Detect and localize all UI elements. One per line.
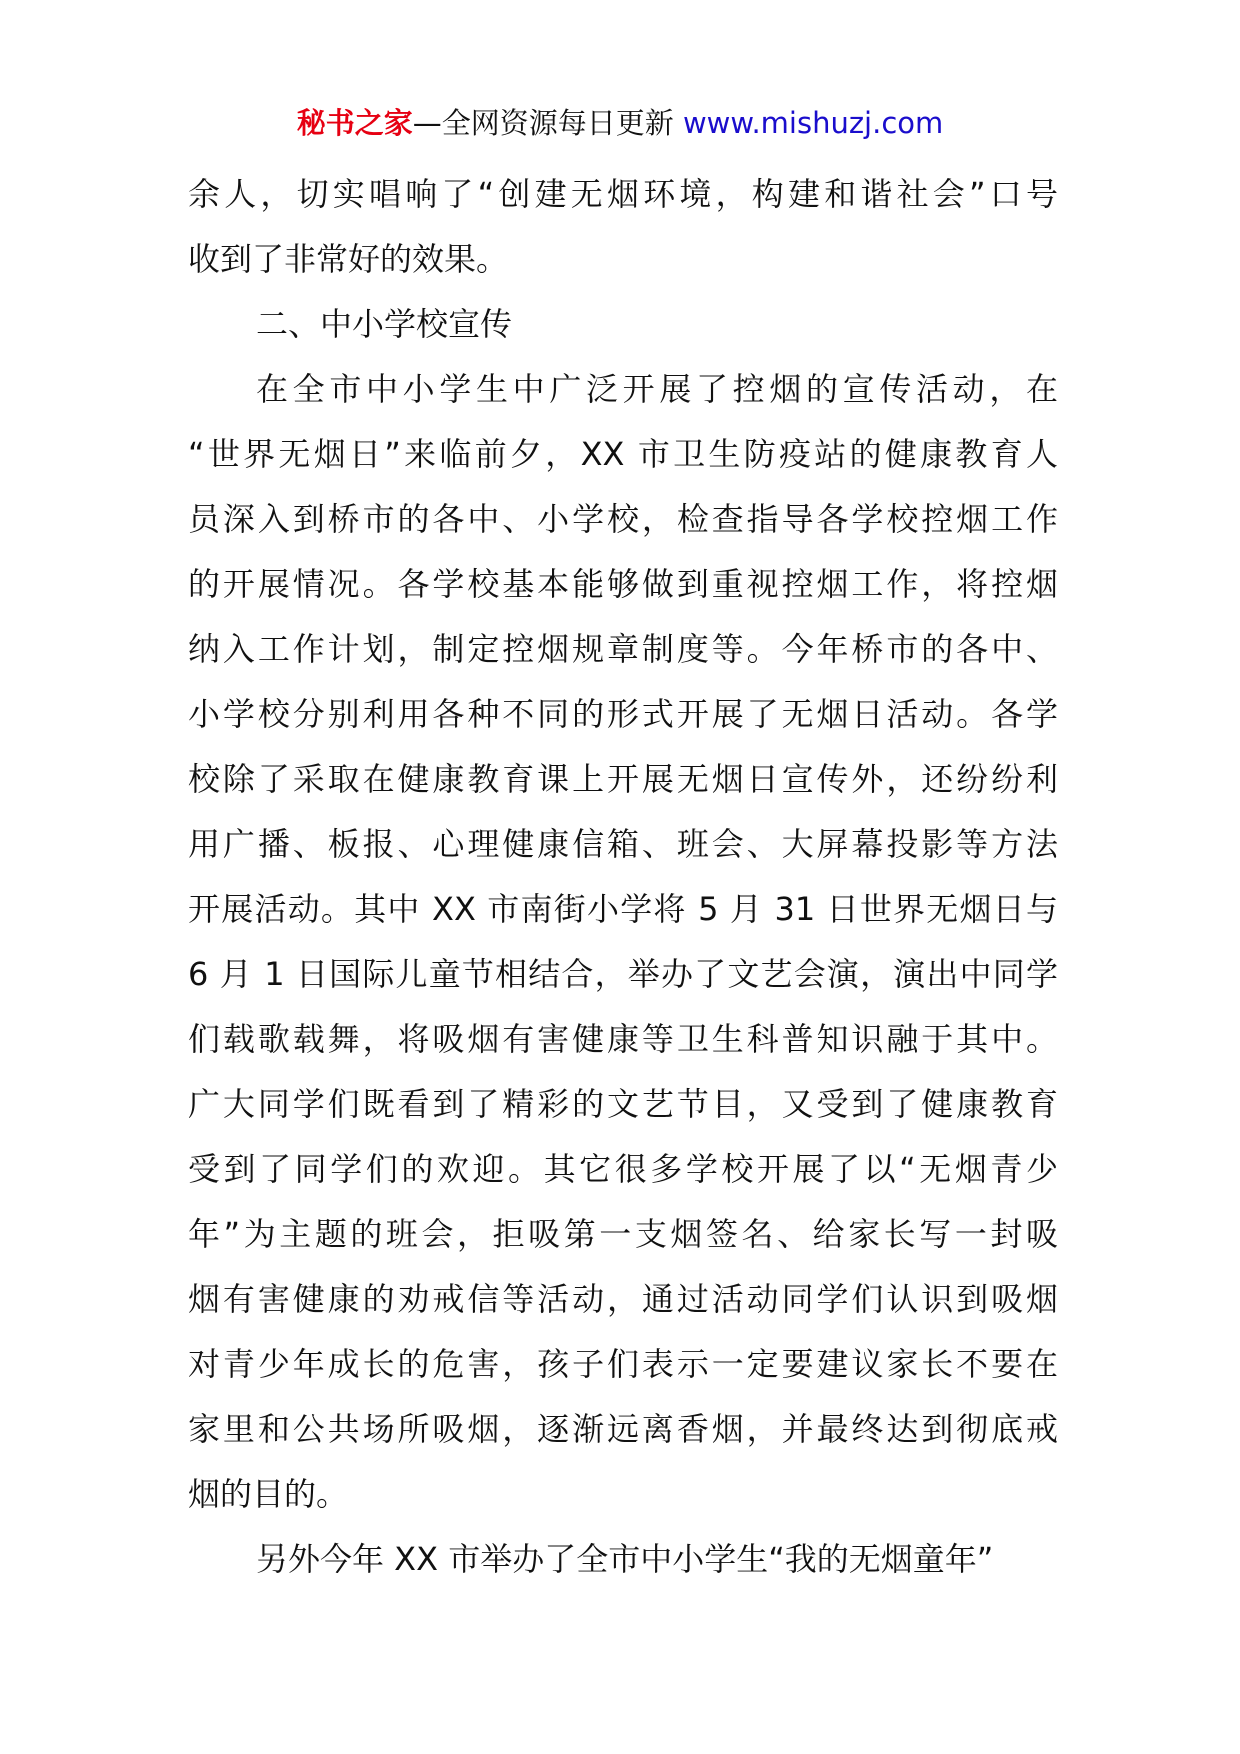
header-brand: 秘书之家 [296, 106, 413, 140]
text-line: “世界无烟日”来临前夕，XX 市卫生防疫站的健康教育人 [188, 435, 1058, 473]
text-line: 烟的目的。 [188, 1475, 349, 1513]
text-line: 纳入工作计划，制定控烟规章制度等。今年桥市的各中、 [188, 630, 1058, 668]
header-tagline: —全网资源每日更新 [412, 106, 674, 140]
text-line: 员深入到桥市的各中、小学校，检查指导各学校控烟工作 [188, 500, 1058, 538]
section-heading: 二、中小学校宣传 [256, 305, 513, 343]
page-header [0, 103, 1240, 143]
text-line: 开展活动。其中 XX 市南街小学将 5 月 31 日世界无烟日与 [188, 890, 1058, 928]
text-line: 家里和公共场所吸烟，逐渐远离香烟，并最终达到彻底戒 [188, 1410, 1058, 1448]
text-line: 余人，切实唱响了“创建无烟环境，构建和谐社会”口号 [188, 175, 1058, 213]
text-line: 年”为主题的班会，拒吸第一支烟签名、给家长写一封吸 [188, 1215, 1058, 1253]
text-line: 的开展情况。各学校基本能够做到重视控烟工作，将控烟 [188, 565, 1058, 603]
text-line: 另外今年 XX 市举办了全市中小学生“我的无烟童年” [256, 1540, 994, 1578]
text-line: 6 月 1 日国际儿童节相结合，举办了文艺会演，演出中同学 [188, 955, 1058, 993]
header-url-link[interactable]: www.mishuzj.com [682, 106, 944, 140]
text-line: 受到了同学们的欢迎。其它很多学校开展了以“无烟青少 [188, 1150, 1058, 1188]
text-line: 对青少年成长的危害，孩子们表示一定要建议家长不要在 [188, 1345, 1058, 1383]
text-line: 用广播、板报、心理健康信箱、班会、大屏幕投影等方法 [188, 825, 1058, 863]
text-line: 收到了非常好的效果。 [188, 240, 509, 278]
text-line: 广大同学们既看到了精彩的文艺节目，又受到了健康教育 [188, 1085, 1058, 1123]
text-line: 烟有害健康的劝戒信等活动，通过活动同学们认识到吸烟 [188, 1280, 1058, 1318]
body-text [188, 162, 1058, 1592]
text-line: 在全市中小学生中广泛开展了控烟的宣传活动，在 [256, 370, 1058, 408]
text-line: 小学校分别利用各种不同的形式开展了无烟日活动。各学 [188, 695, 1058, 733]
text-line: 们载歌载舞，将吸烟有害健康等卫生科普知识融于其中。 [188, 1020, 1058, 1058]
text-line: 校除了采取在健康教育课上开展无烟日宣传外，还纷纷利 [188, 760, 1058, 798]
